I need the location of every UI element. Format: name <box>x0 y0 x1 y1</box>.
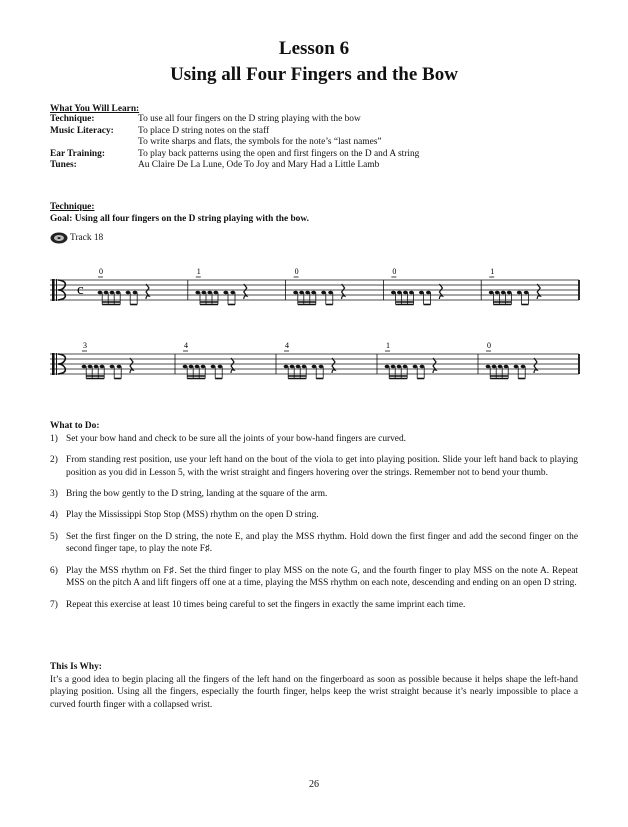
note-head <box>201 365 206 369</box>
note-head <box>230 291 235 295</box>
note-head <box>385 365 390 369</box>
note-head <box>100 365 105 369</box>
learn-row <box>50 126 419 138</box>
fingering-number: 1 <box>196 267 201 276</box>
fingering-number: 0 <box>294 267 299 276</box>
learn-text: Au Claire De La Lune, Ode To Joy and Mary Had a Little Lamb <box>138 160 380 170</box>
time-signature: c <box>77 282 84 298</box>
note-head <box>302 365 307 369</box>
learn-label: Technique: <box>50 114 95 124</box>
quarter-rest <box>244 284 247 299</box>
clef-bar <box>56 353 57 375</box>
step-item <box>50 509 578 522</box>
step-number: 3) <box>50 488 58 499</box>
learn-heading: What You Will Learn: <box>50 104 140 114</box>
learn-label: Ear Training: <box>50 148 105 159</box>
note-head <box>195 291 200 295</box>
quarter-rest <box>130 358 133 373</box>
music-staff-1 <box>48 262 583 322</box>
technique-goal: Goal: Using all four fingers on the D string playing with the bow. <box>50 214 309 224</box>
step-number: 6) <box>50 565 58 576</box>
note-head <box>305 291 310 295</box>
note-head <box>104 291 109 295</box>
note-head <box>328 291 333 295</box>
note-head <box>521 365 526 369</box>
this-is-why-text: It’s a good idea to begin placing all the fingers of the left hand on the fingerboard as soon as possible because it helps shape the left-hand playing position. Using all the fingers, especially the fourth finger, helps keep the wrist straight because it’s nearly impossible to place a curved fourth finger with a collapsed wrist. <box>50 674 578 710</box>
note-head <box>133 291 138 295</box>
what-to-do-section <box>50 420 578 620</box>
step-text: Set your bow hand and check to be sure all the joints of your bow-hand fingers are curved. <box>66 433 407 444</box>
quarter-rest <box>231 358 234 373</box>
step-number: 4) <box>50 510 58 521</box>
quarter-rest <box>439 284 442 299</box>
quarter-rest <box>332 358 335 373</box>
track-label: Track 18 <box>70 233 104 243</box>
learn-row <box>50 137 419 149</box>
clef-bar <box>52 279 55 301</box>
note-head <box>486 365 491 369</box>
note-head <box>312 365 317 369</box>
note-head <box>321 291 326 295</box>
note-head <box>207 291 212 295</box>
note-head <box>110 365 115 369</box>
step-item <box>50 565 578 590</box>
note-head <box>492 365 497 369</box>
music-staff-2 <box>48 336 583 396</box>
clef-bar <box>52 353 55 375</box>
step-item <box>50 433 578 446</box>
note-head <box>296 365 301 369</box>
cd-icon <box>50 232 68 244</box>
note-head <box>495 291 500 295</box>
learn-row <box>50 160 419 172</box>
learn-table <box>50 114 419 172</box>
note-head <box>299 291 304 295</box>
note-head <box>218 365 223 369</box>
note-head <box>189 365 194 369</box>
lesson-title: Lesson 6 <box>278 38 350 59</box>
note-head <box>213 291 218 295</box>
learn-text: To place D string notes on the staff <box>138 125 270 136</box>
step-text: Bring the bow gently to the D string, landing at the square of the arm. <box>66 488 328 499</box>
note-head <box>507 291 512 295</box>
learn-row <box>50 114 419 126</box>
note-head <box>110 291 115 295</box>
learn-text: To play back patterns using the open and first fingers on the D and A string <box>138 148 420 159</box>
note-head <box>391 291 396 295</box>
quarter-rest <box>146 284 149 299</box>
quarter-rest <box>534 358 537 373</box>
step-number: 2) <box>50 454 58 465</box>
note-head <box>82 365 87 369</box>
this-is-why-heading: This Is Why: <box>50 662 102 672</box>
note-head <box>98 291 103 295</box>
note-head <box>319 365 324 369</box>
note-head <box>489 291 494 295</box>
quarter-rest <box>342 284 345 299</box>
fingering-number: 4 <box>184 341 188 350</box>
note-head <box>504 365 509 369</box>
what-to-do-heading: What to Do: <box>50 421 100 431</box>
fingering-number: 1 <box>490 267 495 276</box>
step-text: Repeat this exercise at least 10 times being careful to set the fingers in exactly the same imprint each time. <box>66 599 466 610</box>
quarter-rest <box>433 358 436 373</box>
technique-heading: Technique: <box>50 202 95 212</box>
note-head <box>498 365 503 369</box>
step-item <box>50 454 578 479</box>
note-head <box>397 365 402 369</box>
step-number: 7) <box>50 599 58 610</box>
fingering-number: 0 <box>487 341 491 350</box>
quarter-rest <box>537 284 540 299</box>
note-head <box>311 291 316 295</box>
note-head <box>223 291 228 295</box>
step-number: 5) <box>50 531 58 542</box>
fingering-number: 4 <box>285 341 289 350</box>
note-head <box>116 291 121 295</box>
note-head <box>524 291 529 295</box>
fingering-number: 3 <box>83 341 87 350</box>
note-head <box>420 365 425 369</box>
note-head <box>293 291 298 295</box>
learn-text: To write sharps and flats, the symbols for the note’s “last names” <box>138 137 382 147</box>
fingering-number: 1 <box>386 341 390 350</box>
note-head <box>397 291 402 295</box>
step-item <box>50 488 578 501</box>
learn-label: Music Literacy: <box>50 125 114 136</box>
note-head <box>290 365 295 369</box>
step-item <box>50 599 578 612</box>
step-text: Play the Mississippi Stop Stop (MSS) rhythm on the open D string. <box>66 510 319 521</box>
note-head <box>195 365 200 369</box>
learn-label <box>50 137 138 149</box>
technique-section <box>50 201 309 225</box>
note-head <box>426 291 431 295</box>
note-head <box>517 291 522 295</box>
learn-row <box>50 149 419 161</box>
step-text: Play the MSS rhythm on F♯. Set the third finger to play MSS on the note G, and the fourth finger to play MSS on the note A. Repeat MSS on the pitch A and lift fingers off one at a time, playing the MSS rhythm on each note, descending and ending on an open D string. <box>66 565 578 589</box>
note-head <box>413 365 418 369</box>
note-head <box>514 365 519 369</box>
audio-track[interactable] <box>50 232 103 244</box>
step-text: From standing rest position, use your left hand on the bout of the viola to get into playing position. Slide your left hand back to playing position as you did in Lesson 5, with the wrist straight and fingers hovering over the strings. Remember not to bend your thumb. <box>66 454 578 478</box>
fingering-number: 0 <box>99 267 103 276</box>
note-head <box>391 365 396 369</box>
note-head <box>403 291 408 295</box>
note-head <box>409 291 414 295</box>
learn-label: Tunes: <box>50 160 77 170</box>
this-is-why-section <box>50 661 578 711</box>
step-item <box>50 531 578 556</box>
fingering-number: 0 <box>392 267 397 276</box>
page-number: 26 <box>309 779 319 790</box>
step-number: 1) <box>50 433 58 444</box>
note-head <box>88 365 93 369</box>
note-head <box>94 365 99 369</box>
clef-bar <box>56 279 57 301</box>
learn-text: To use all four fingers on the D string playing with the bow <box>138 114 361 124</box>
note-head <box>117 365 122 369</box>
note-head <box>126 291 131 295</box>
note-head <box>403 365 408 369</box>
note-head <box>211 365 216 369</box>
note-head <box>201 291 206 295</box>
note-head <box>284 365 289 369</box>
note-head <box>501 291 506 295</box>
step-text: Set the first finger on the D string, the note E, and play the MSS rhythm. Hold down the first finger and add the second finger on the second finger tape, to play the note F♯. <box>66 531 578 555</box>
note-head <box>419 291 424 295</box>
lesson-subtitle: Using all Four Fingers and the Bow <box>170 64 458 85</box>
note-head <box>183 365 188 369</box>
